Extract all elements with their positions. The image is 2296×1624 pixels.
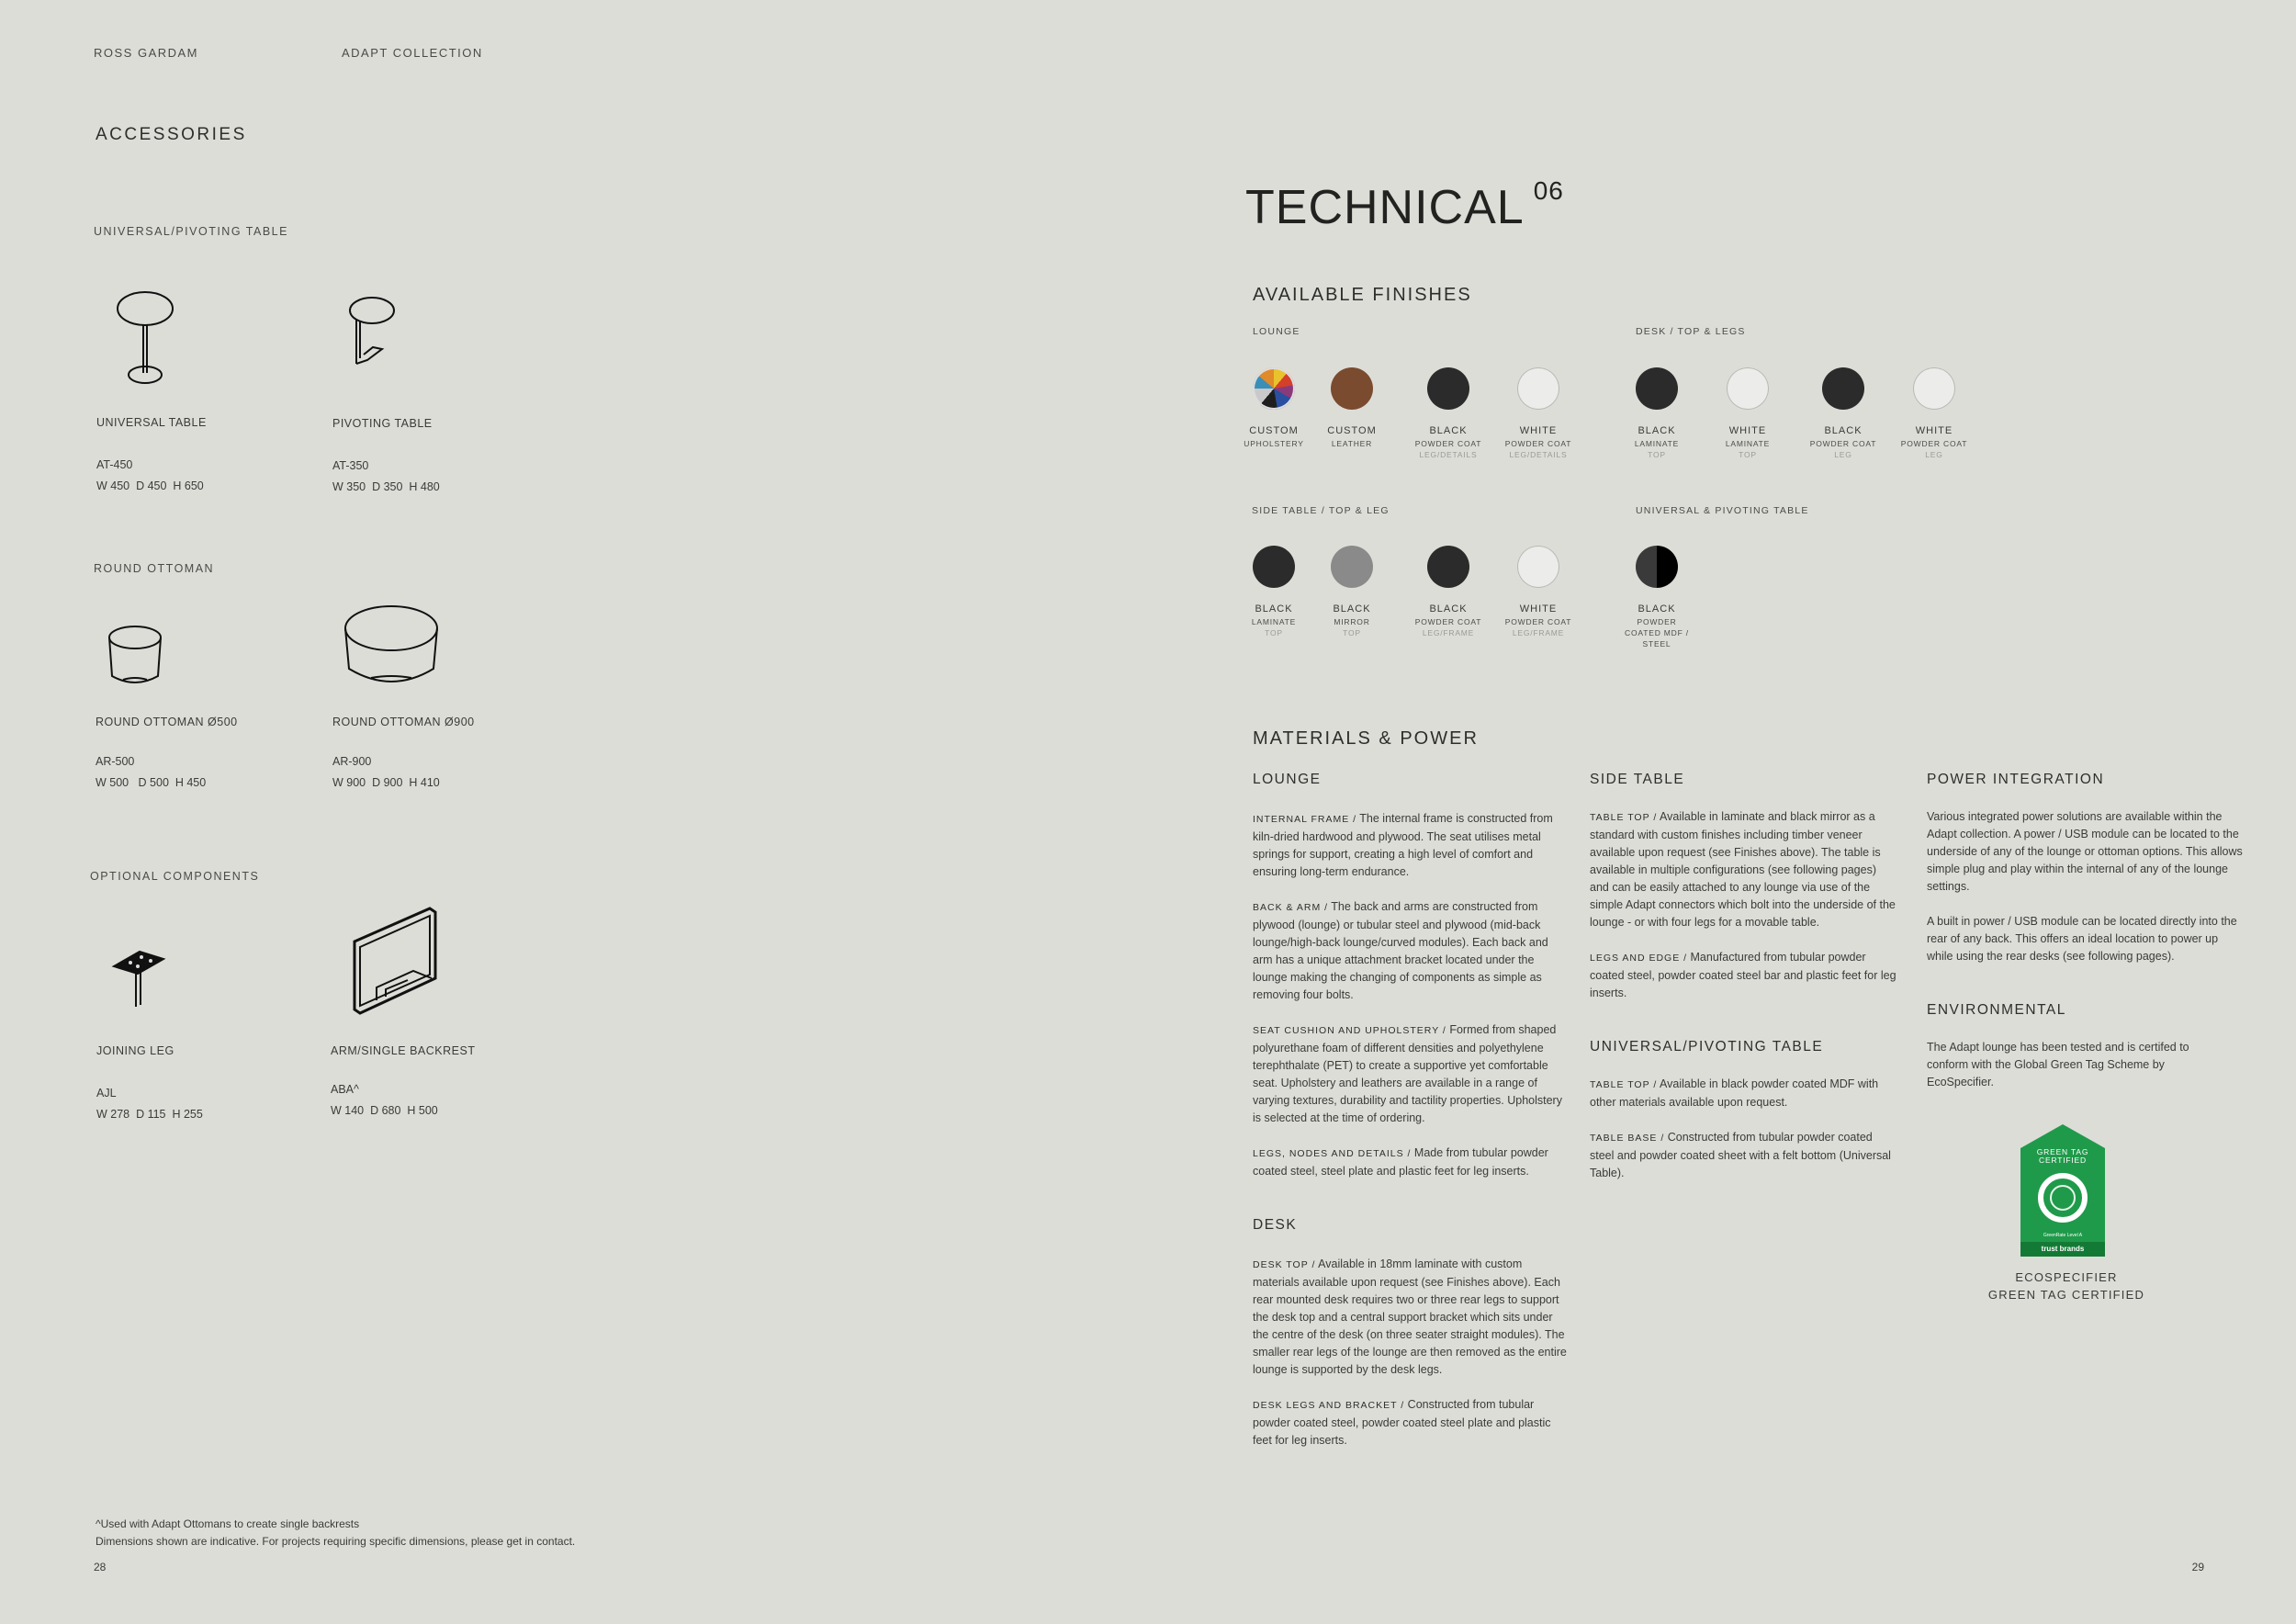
swatch-l3: LEG bbox=[1834, 450, 1852, 459]
swatch-l3: TOP bbox=[1265, 628, 1283, 637]
para bbox=[1253, 1256, 1570, 1379]
finish-group-label: LOUNGE bbox=[1253, 326, 1300, 337]
page-title-accessories: ACCESSORIES bbox=[96, 125, 247, 144]
swatch-l1: WHITE bbox=[1915, 425, 1953, 436]
para bbox=[1253, 1396, 1570, 1449]
finish-swatch-label bbox=[1706, 424, 1789, 460]
badge-text bbox=[2020, 1148, 2105, 1165]
swatch-l1: WHITE bbox=[1519, 425, 1558, 436]
footnote-backrest: ^Used with Adapt Ottomans to create single backrests bbox=[96, 1517, 360, 1530]
finish-group-label: UNIVERSAL & PIVOTING TABLE bbox=[1636, 505, 1809, 516]
badge-caption-2: GREEN TAG CERTIFIED bbox=[1987, 1288, 2145, 1302]
footnote bbox=[96, 1516, 575, 1551]
para-text: Formed from shaped polyurethane foam of different densities and polyethylene terephthalate (PET) to create a supportive yet comfortable seat. Upholstery and leathers are available in a range of varying textures, durability and tactility properties. Upholstery is selected at the time of ordering. bbox=[1253, 1023, 1562, 1124]
finish-swatch-label bbox=[1311, 424, 1393, 449]
swatch-l1: BLACK bbox=[1824, 425, 1863, 436]
desk-heading: DESK bbox=[1253, 1217, 1298, 1233]
power-column bbox=[1927, 772, 2244, 1091]
para bbox=[1590, 1129, 1897, 1182]
brand-name: ROSS GARDAM bbox=[94, 46, 199, 60]
badge-mid: CERTIFIED bbox=[2039, 1156, 2087, 1165]
para-key: TABLE TOP / bbox=[1590, 1079, 1658, 1090]
finish-swatch bbox=[1253, 546, 1295, 588]
swatch-l2: POWDER COAT bbox=[1504, 439, 1572, 448]
para-key: INTERNAL FRAME / bbox=[1253, 814, 1357, 825]
environmental-heading: ENVIRONMENTAL bbox=[1927, 1002, 2066, 1018]
para-text: The back and arms are constructed from plywood (lounge) or tubular steel and plywood (mid-back lounge/high-back lounge/curved modules). Each back and arm has a unique attachment bracket located under the lounge making the changing of components as simple as removing four bolts. bbox=[1253, 900, 1548, 1001]
swatch-l4: STEEL bbox=[1642, 639, 1671, 648]
item-name: ARM/SINGLE BACKREST bbox=[331, 1044, 476, 1057]
swatch-l3: TOP bbox=[1648, 450, 1666, 459]
section-title: ROUND OTTOMAN bbox=[94, 562, 215, 575]
swatch-l3: LEG/DETAILS bbox=[1509, 450, 1568, 459]
swatch-l2: LEATHER bbox=[1331, 439, 1373, 448]
swatch-l1: BLACK bbox=[1255, 603, 1293, 615]
finish-swatch bbox=[1331, 546, 1373, 588]
para bbox=[1590, 949, 1897, 1002]
pivoting-table-drawing bbox=[340, 292, 404, 375]
swatch-l3: TOP bbox=[1343, 628, 1361, 637]
finish-swatch bbox=[1727, 367, 1769, 410]
para-text: Available in 18mm laminate with custom materials available upon request (see Finishes above). Each rear mounted desk requires two or three rear legs to support the desk top and a central support bracket which sits under the centre of the desk (on three seater straight modules). The smaller rear legs of the lounge are then removed as the entire lounge is supported by the desk legs. bbox=[1253, 1257, 1567, 1376]
finish-swatch-label bbox=[1407, 603, 1490, 638]
para bbox=[1590, 808, 1897, 931]
swatch-l2: LAMINATE bbox=[1251, 617, 1297, 626]
green-tag-badge bbox=[2020, 1124, 2105, 1257]
finish-swatch-label bbox=[1407, 424, 1490, 460]
badge-bottom: trust brands bbox=[2041, 1245, 2085, 1253]
section-title: OPTIONAL COMPONENTS bbox=[90, 870, 260, 883]
finish-swatch-label bbox=[1802, 424, 1885, 460]
ottoman-900-drawing bbox=[340, 603, 443, 691]
para-key: TABLE TOP / bbox=[1590, 812, 1658, 823]
power-heading: POWER INTEGRATION bbox=[1927, 772, 2105, 787]
para bbox=[1253, 1021, 1570, 1127]
swatch-l2: POWDER COAT bbox=[1504, 617, 1572, 626]
finish-swatch bbox=[1822, 367, 1864, 410]
universal-table-drawing bbox=[108, 287, 182, 386]
para: Various integrated power solutions are available within the Adapt collection. A power / USB module can be located to the underside of any of the lounge or ottoman options. This allows simple plug and play within the internal of any of the lounge settings. bbox=[1927, 810, 2243, 893]
swatch-l3: LEG/DETAILS bbox=[1419, 450, 1478, 459]
finish-swatch bbox=[1331, 367, 1373, 410]
collection-name: ADAPT COLLECTION bbox=[342, 46, 483, 60]
finish-group-label: SIDE TABLE / TOP & LEG bbox=[1252, 505, 1390, 516]
side-table-column bbox=[1590, 772, 1897, 1182]
materials-title: MATERIALS & POWER bbox=[1253, 728, 1479, 749]
item-dims: W 500 D 500 H 450 bbox=[96, 776, 207, 789]
item-name: UNIVERSAL TABLE bbox=[96, 416, 207, 429]
swatch-l1: BLACK bbox=[1638, 425, 1676, 436]
swatch-l1: WHITE bbox=[1728, 425, 1767, 436]
finish-group-label: DESK / TOP & LEGS bbox=[1636, 326, 1746, 337]
badge-small: GreenRate Level A bbox=[2043, 1233, 2083, 1238]
para bbox=[1253, 810, 1570, 881]
swatch-l1: BLACK bbox=[1638, 603, 1676, 615]
side-table-heading: SIDE TABLE bbox=[1590, 772, 1685, 787]
para: The Adapt lounge has been tested and is certifed to conform with the Global Green Tag Scheme by EcoSpecifier. bbox=[1927, 1041, 2189, 1088]
swatch-l3: LEG/FRAME bbox=[1422, 628, 1475, 637]
technical-title bbox=[1245, 176, 1564, 235]
finishes-title: AVAILABLE FINISHES bbox=[1253, 285, 1472, 305]
item-details bbox=[96, 1083, 203, 1125]
finish-swatch-label bbox=[1232, 603, 1315, 638]
lounge-column bbox=[1253, 772, 1570, 1449]
item-dims: W 278 D 115 H 255 bbox=[96, 1108, 203, 1121]
swatch-l2: POWDER bbox=[1637, 617, 1677, 626]
para-text: Manufactured from tubular powder coated steel, powder coated steel bar and plastic feet for leg inserts. bbox=[1590, 951, 1896, 999]
para-key: SEAT CUSHION AND UPHOLSTERY / bbox=[1253, 1025, 1446, 1036]
para bbox=[1590, 1076, 1897, 1111]
para-text: The internal frame is constructed from kiln-dried hardwood and plywood. The seat utilises metal springs for support, creating a high level of comfort and ensuring long-term endurance. bbox=[1253, 812, 1553, 878]
swatch-l2: POWDER COAT bbox=[1414, 617, 1482, 626]
para-text: Constructed from tubular powder coated steel, powder coated steel plate and plastic feet for leg inserts. bbox=[1253, 1398, 1551, 1447]
finish-swatch bbox=[1253, 367, 1295, 410]
para-text: Constructed from tubular powder coated steel and powder coated sheet with a felt bottom (Universal Table). bbox=[1590, 1131, 1891, 1179]
item-name: PIVOTING TABLE bbox=[332, 417, 433, 430]
joining-leg-drawing bbox=[110, 946, 169, 1010]
backrest-drawing bbox=[349, 905, 441, 1015]
finish-swatch bbox=[1913, 367, 1955, 410]
section-title: UNIVERSAL/PIVOTING TABLE bbox=[94, 225, 288, 238]
item-dims: W 350 D 350 H 480 bbox=[332, 480, 440, 493]
item-details bbox=[331, 1079, 438, 1122]
para-key: BACK & ARM / bbox=[1253, 902, 1329, 913]
swatch-l3: LEG bbox=[1925, 450, 1943, 459]
swatch-l2: LAMINATE bbox=[1725, 439, 1771, 448]
swatch-l2: POWDER COAT bbox=[1414, 439, 1482, 448]
item-details bbox=[332, 751, 440, 794]
para-text: Made from tubular powder coated steel, steel plate and plastic feet for leg inserts. bbox=[1253, 1146, 1548, 1178]
para-key: LEGS, NODES AND DETAILS / bbox=[1253, 1148, 1412, 1159]
swatch-l3: TOP bbox=[1739, 450, 1757, 459]
finish-swatch bbox=[1636, 367, 1678, 410]
para bbox=[1253, 898, 1570, 1004]
finish-swatch bbox=[1517, 546, 1559, 588]
item-code: AR-900 bbox=[332, 755, 372, 768]
finish-swatch bbox=[1636, 546, 1678, 588]
page-number-left: 28 bbox=[94, 1561, 107, 1573]
universal-heading: UNIVERSAL/PIVOTING TABLE bbox=[1590, 1039, 1824, 1054]
swatch-l1: CUSTOM bbox=[1327, 425, 1377, 436]
finish-swatch-label bbox=[1615, 424, 1698, 460]
item-name: ROUND OTTOMAN Ø900 bbox=[332, 716, 475, 728]
swatch-l2: POWDER COAT bbox=[1900, 439, 1968, 448]
swatch-l2: LAMINATE bbox=[1634, 439, 1680, 448]
swatch-l1: CUSTOM bbox=[1249, 425, 1299, 436]
item-name: ROUND OTTOMAN Ø500 bbox=[96, 716, 238, 728]
section-number: 06 bbox=[1533, 176, 1564, 205]
para bbox=[1253, 1145, 1570, 1180]
badge-caption-1: ECOSPECIFIER bbox=[2015, 1270, 2118, 1284]
item-code: ABA^ bbox=[331, 1083, 359, 1096]
technical-title-text: TECHNICAL bbox=[1245, 181, 1525, 234]
item-code: AR-500 bbox=[96, 755, 135, 768]
item-dims: W 900 D 900 H 410 bbox=[332, 776, 440, 789]
swatch-l3: COATED MDF / bbox=[1625, 628, 1689, 637]
swatch-l1: BLACK bbox=[1429, 603, 1468, 615]
para-key: DESK LEGS AND BRACKET / bbox=[1253, 1400, 1405, 1411]
swatch-l1: BLACK bbox=[1333, 603, 1371, 615]
swatch-l1: BLACK bbox=[1429, 425, 1468, 436]
swatch-l1: WHITE bbox=[1519, 603, 1558, 615]
finish-swatch-label bbox=[1497, 603, 1580, 638]
finish-swatch-label bbox=[1893, 424, 1975, 460]
ottoman-500-drawing bbox=[105, 623, 165, 689]
finish-swatch-label bbox=[1311, 603, 1393, 638]
para-key: TABLE BASE / bbox=[1590, 1133, 1665, 1144]
para-text: Available in black powder coated MDF with other materials available upon request. bbox=[1590, 1077, 1879, 1109]
badge-top: GREEN TAG bbox=[2036, 1147, 2089, 1156]
swatch-l2: UPHOLSTERY bbox=[1244, 439, 1304, 448]
para-key: LEGS AND EDGE / bbox=[1590, 953, 1688, 964]
finish-swatch-label bbox=[1497, 424, 1580, 460]
finish-swatch bbox=[1427, 546, 1469, 588]
item-details bbox=[332, 456, 440, 498]
lounge-heading: LOUNGE bbox=[1253, 772, 1322, 787]
finish-swatch-label bbox=[1615, 603, 1698, 649]
page-number-right: 29 bbox=[2191, 1561, 2204, 1573]
para-text: Available in laminate and black mirror as a standard with custom finishes including timber veneer available upon request (see Finishes above). The table is available in multiple configurations (see following pages) and can be easily attached to any lounge via use of the simple Adapt connectors which bolt into the underside of the lounge - or with four legs for a movable table. bbox=[1590, 810, 1896, 929]
badge-caption bbox=[1975, 1269, 2158, 1303]
para: A built in power / USB module can be located directly into the rear of any back. This offers an ideal location to power up while using the rear desks (see following pages). bbox=[1927, 915, 2237, 963]
swatch-l3: LEG/FRAME bbox=[1512, 628, 1565, 637]
finish-swatch-label bbox=[1232, 424, 1315, 449]
item-name: JOINING LEG bbox=[96, 1044, 174, 1057]
item-dims: W 140 D 680 H 500 bbox=[331, 1104, 438, 1117]
item-details bbox=[96, 751, 206, 794]
swatch-l2: POWDER COAT bbox=[1809, 439, 1877, 448]
item-code: AT-350 bbox=[332, 459, 369, 472]
swatch-l2: MIRROR bbox=[1334, 617, 1370, 626]
item-dims: W 450 D 450 H 650 bbox=[96, 479, 204, 492]
para-key: DESK TOP / bbox=[1253, 1259, 1316, 1270]
item-code: AT-450 bbox=[96, 458, 133, 471]
finish-swatch bbox=[1517, 367, 1559, 410]
item-details bbox=[96, 455, 204, 497]
item-code: AJL bbox=[96, 1087, 117, 1100]
footnote-dimensions: Dimensions shown are indicative. For projects requiring specific dimensions, please get in contact. bbox=[96, 1535, 576, 1548]
finish-swatch bbox=[1427, 367, 1469, 410]
